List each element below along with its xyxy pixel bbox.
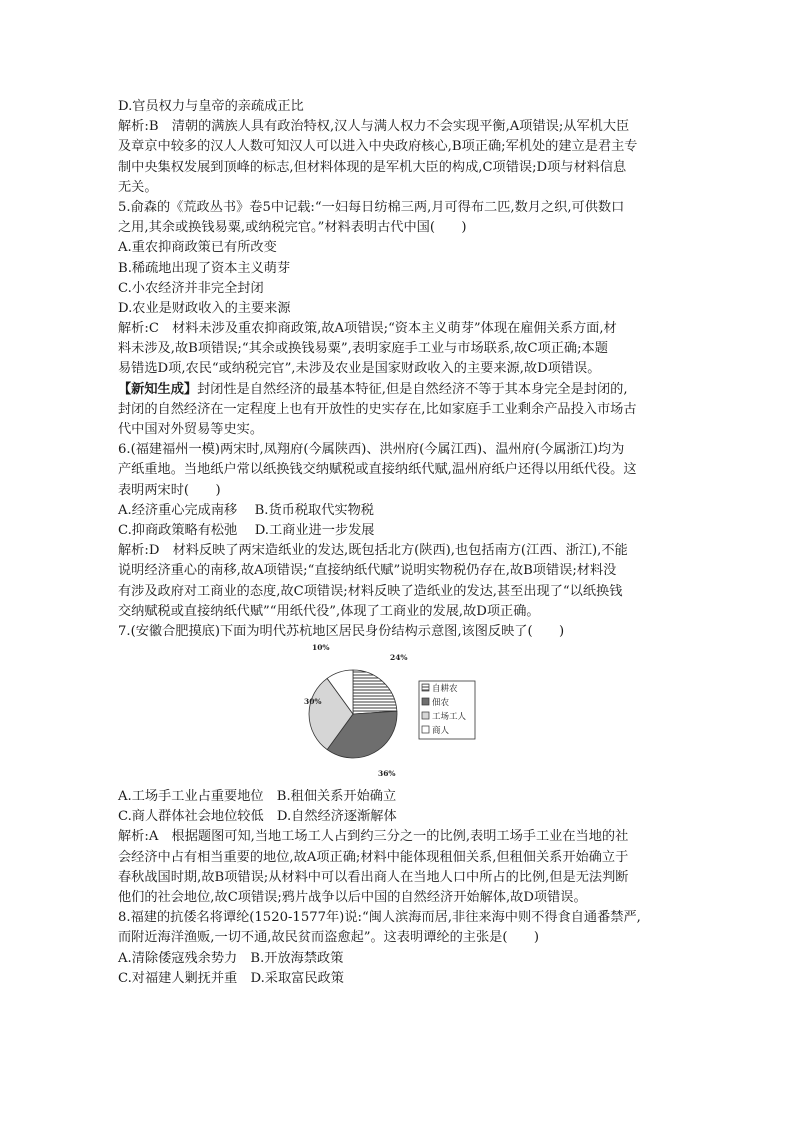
legend-swatch-1 bbox=[422, 698, 429, 705]
option-line: A.重农抑商政策已有所改变 bbox=[118, 240, 277, 256]
legend-label: 工场工人 bbox=[432, 712, 467, 723]
text-block-a bbox=[118, 97, 678, 380]
pie-slice-0 bbox=[353, 670, 397, 714]
analysis-line: 解析:C 材料未涉及重农抑商政策,故A项错误;“资本主义萌芽”体现在雇佣关系方面,材 bbox=[118, 321, 617, 337]
analysis-line: 解析:A 根据题图可知,当地工场工人占到约三分之一的比例,表明工场手工业在当地的社 bbox=[118, 829, 629, 845]
legend-swatch-3 bbox=[422, 726, 429, 733]
legend-label: 佃农 bbox=[432, 698, 450, 709]
analysis-line: 春秋战国时期,故B项错误;从材料中可以看出商人在当地人口中所占的比例,但是无法判断 bbox=[118, 869, 629, 885]
xinzhi-text: 封闭性是自然经济的最基本特征,但是自然经济不等于其本身完全是封闭的, bbox=[197, 381, 628, 397]
question-7: 7.(安徽合肥摸底)下面为明代苏杭地区居民身份结构示意图,该图反映了( ) bbox=[118, 623, 565, 639]
legend-label: 商人 bbox=[432, 726, 450, 737]
text-line: 及章京中较多的汉人人数可知汉人可以进入中央政府核心,B项正确;军机处的建立是君主专 bbox=[118, 139, 638, 155]
analysis-line: 会经济中占有相当重要的地位,故A项正确;材料中能体现租佃关系,但租佃关系开始确立于 bbox=[118, 849, 629, 865]
option-line: D.农业是财政收入的主要来源 bbox=[118, 300, 291, 316]
question-5: 5.俞森的《荒政丛书》卷5中记载:“一妇每日纺棉三两,月可得布二匹,数月之织,可供数口 bbox=[118, 199, 625, 215]
analysis-line: 解析:D 材料反映了两宋造纸业的发达,既包括北方(陕西),也包括南方(江西、浙江),不能 bbox=[118, 543, 628, 559]
pie-value-label: 30% bbox=[304, 697, 322, 707]
option-line: A.清除倭寇残余势力 B.开放海禁政策 bbox=[118, 950, 344, 966]
pie-chart-area bbox=[118, 644, 678, 785]
text-line: 制中央集权发展到顶峰的标志,但材料体现的是军机大臣的构成,C项错误;D项与材料信息 bbox=[118, 159, 627, 175]
analysis-line: 有涉及政府对工商业的态度,故C项错误;材料反映了造纸业的发达,甚至出现了“以纸换钱 bbox=[118, 583, 623, 599]
text-block-c bbox=[118, 787, 678, 989]
analysis-line: 交纳赋税或直接纳纸代赋”“用纸代役”,体现了工商业的发展,故D项正确。 bbox=[118, 603, 540, 619]
question-8: 8.福建的抗倭名将谭纶(1520-1577年)说:“闽人滨海而居,非往来海中则不得食自通番禁严, bbox=[118, 910, 641, 926]
text-line: 之用,其余或换钱易粟,或纳税完官。”材料表明古代中国( ) bbox=[118, 220, 467, 236]
text-line: D.官员权力与皇帝的亲疏成正比 bbox=[118, 99, 304, 114]
option-line: B.稀疏地出现了资本主义萌芽 bbox=[118, 260, 291, 276]
text-line: 产纸重地。当地纸户常以纸换钱交纳赋税或直接纳纸代赋,温州府纸户还得以用纸代役。这 bbox=[118, 462, 637, 478]
text-line: 而附近海洋渔贩,一切不通,故民贫而盗愈起”。这表明谭纶的主张是( ) bbox=[118, 930, 540, 946]
text-line: 代中国对外贸易等史实。 bbox=[118, 422, 264, 437]
document-page bbox=[118, 97, 678, 989]
legend-swatch-0 bbox=[422, 684, 429, 691]
text-line: 无关。 bbox=[118, 179, 158, 195]
option-line: C.商人群体社会地位较低 D.自然经济逐渐解体 bbox=[118, 809, 397, 825]
option-line: A.工场手工业占重要地位 B.租佃关系开始确立 bbox=[118, 789, 397, 805]
xinzhi-label: 【新知生成】 bbox=[118, 381, 198, 397]
text-line: 表明两宋时( ) bbox=[118, 482, 221, 498]
legend-swatch-2 bbox=[422, 712, 429, 719]
option-line: A.经济重心完成南移 B.货币税取代实物税 bbox=[118, 502, 374, 518]
pie-value-label: 24% bbox=[390, 653, 408, 663]
pie-value-label: 36% bbox=[378, 769, 396, 779]
option-line: C.小农经济并非完全封闭 bbox=[118, 280, 264, 296]
text-line: 解析:B 清朝的满族人具有政治特权,汉人与满人权力不会实现平衡,A项错误;从军机大臣 bbox=[118, 119, 630, 135]
analysis-line: 料未涉及,故B项错误;“其余或换钱易粟”,表明家庭手工业与市场联系,故C项正确;本题 bbox=[118, 341, 608, 357]
analysis-line: 说明经济重心的南移,故A项错误;“直接纳纸代赋”说明实物税仍存在,故B项错误;材料没 bbox=[118, 563, 617, 579]
legend-label: 自耕农 bbox=[432, 684, 458, 695]
option-line: C.对福建人剿抚并重 D.采取富民政策 bbox=[118, 970, 344, 986]
text-line: 封闭的自然经济在一定程度上也有开放性的史实存在,比如家庭手工业剩余产品投入市场古 bbox=[118, 401, 637, 417]
pie-value-label: 10% bbox=[312, 644, 330, 653]
analysis-line: 他们的社会地位,故C项错误;鸦片战争以后中国的自然经济开始解体,故D项错误。 bbox=[118, 890, 587, 905]
xinzhi-line bbox=[118, 380, 678, 400]
analysis-line: 易错选D项,农民“或纳税完官”,未涉及农业是国家财政收入的主要来源,故D项错误。 bbox=[118, 361, 601, 377]
pie-chart bbox=[302, 644, 492, 785]
option-line: C.抑商政策略有松弛 D.工商业进一步发展 bbox=[118, 522, 375, 538]
text-block-b bbox=[118, 400, 678, 642]
question-6: 6.(福建福州一模)两宋时,凤翔府(今属陕西)、洪州府(今属江西)、温州府(今属浙江)均为 bbox=[118, 442, 625, 458]
